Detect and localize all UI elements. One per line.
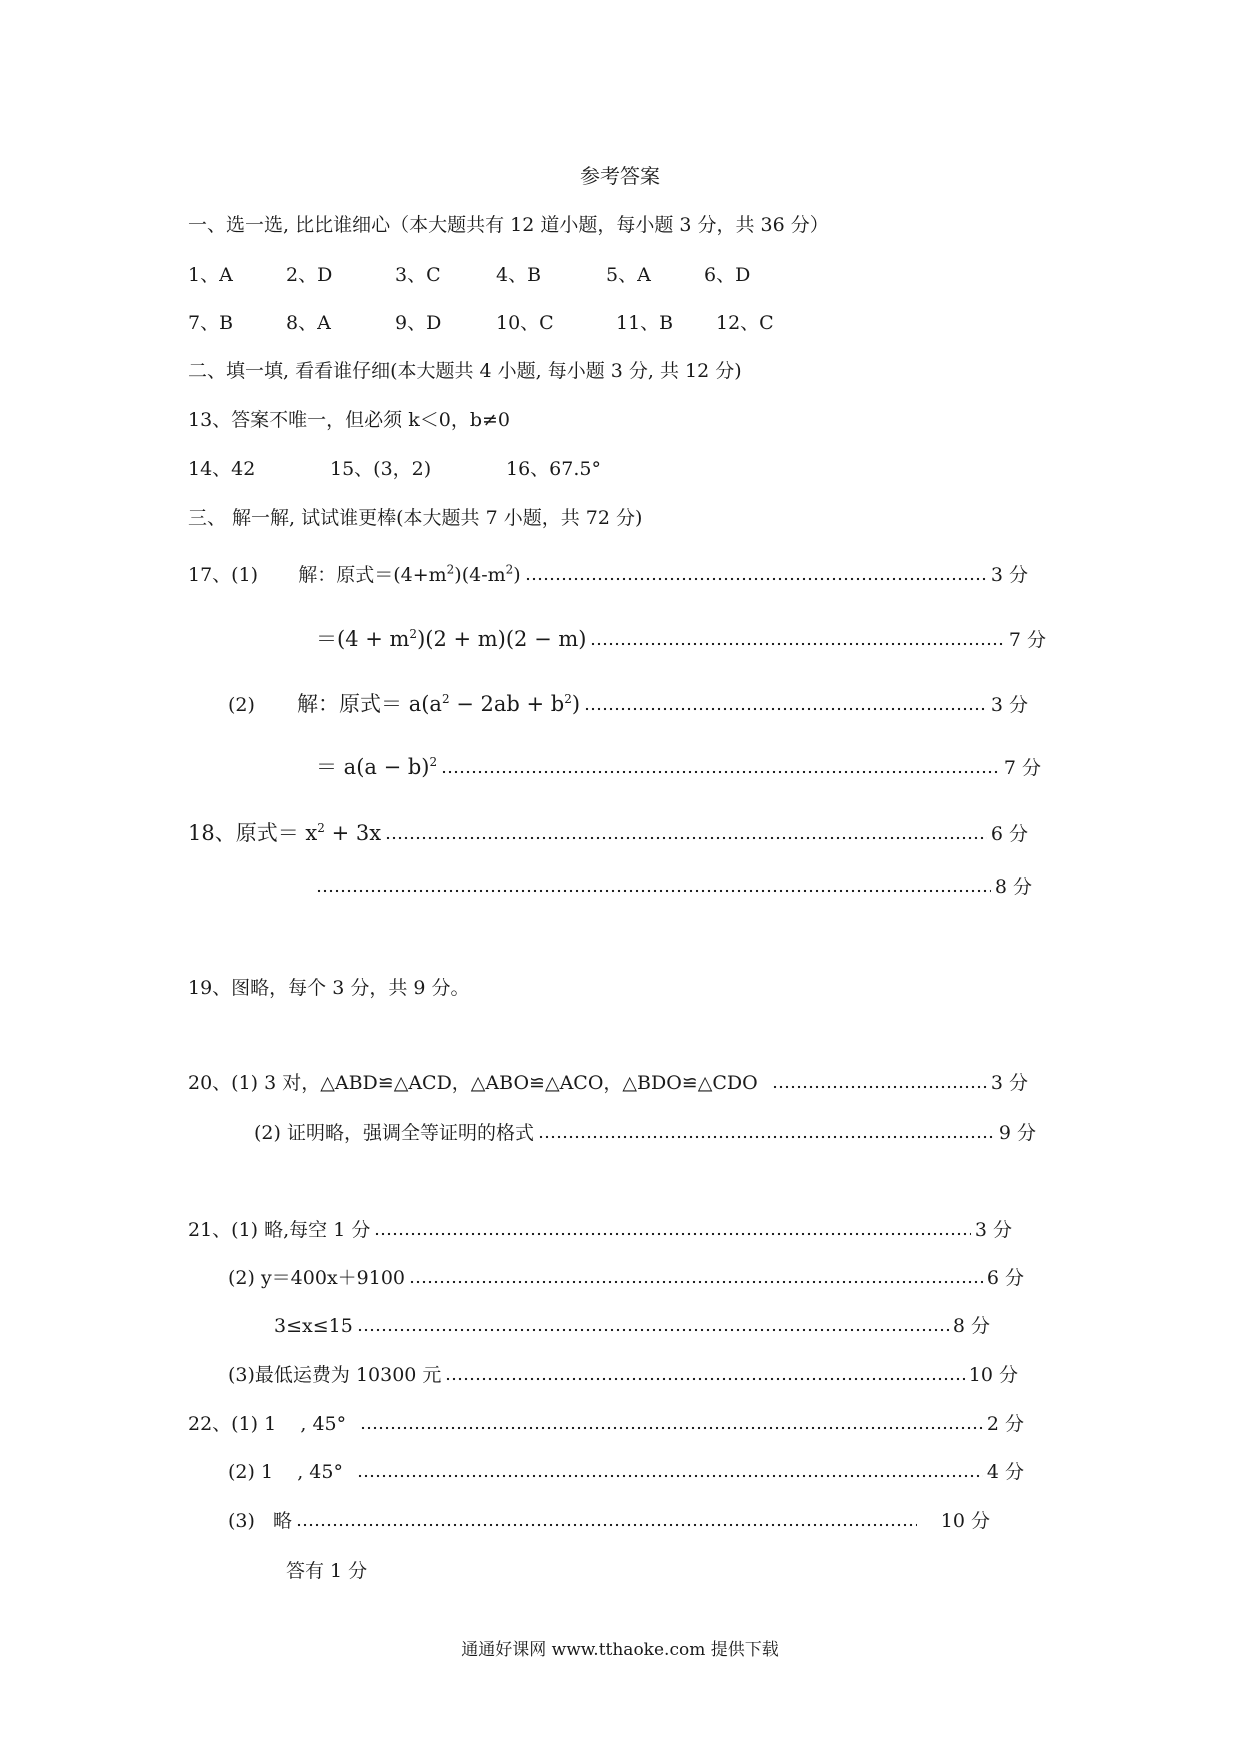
dot-leader (316, 889, 991, 893)
q18-points-2: 8 分 (994, 876, 1032, 898)
dot-leader (374, 1232, 971, 1236)
q21-part2b-points: 8 分 (952, 1315, 990, 1337)
section2-heading: 二、填一填, 看看谁仔细(本大题共 4 小题, 每小题 3 分, 共 12 分) (188, 360, 742, 382)
q22-part3-points: 10 分 (940, 1510, 990, 1532)
answer-13: 13、答案不唯一，但必须 k＜0，b≠0 (188, 409, 510, 431)
q22-part3: (3) 略 10 分 (228, 1510, 990, 1532)
dot-leader (385, 836, 987, 840)
q18-line1: 18、原式＝ $x^2 + 3x$ 6 分 (188, 821, 1028, 845)
dot-leader (409, 1280, 983, 1284)
q17-part2-label: (2) (228, 694, 255, 716)
q20-part1: 20、(1) 3 对，△ABD≌△ACD，△ABO≌△ACO，△BDO≌△CDO 3 分 (188, 1072, 1028, 1094)
q21-part2b: 3≤x≤15 8 分 (274, 1315, 990, 1337)
dot-leader (772, 1085, 987, 1089)
q17-part2-line1: (2) 解：原式＝ $a(a^2 - 2ab + b^2)$ 3 分 (228, 692, 1028, 716)
q22-part2-points: 4 分 (986, 1461, 1024, 1483)
answer-8: 8、A (286, 312, 331, 334)
dot-leader (590, 642, 1004, 646)
answer-7: 7、B (188, 312, 234, 334)
q20-part2: (2) 证明略，强调全等证明的格式 9 分 (254, 1122, 1036, 1144)
answer-6: 6、D (704, 264, 751, 286)
answer-10: 10、C (496, 312, 554, 334)
q22-part1: 22、(1) 1 , 45° 2 分 (188, 1413, 1024, 1435)
answer-12: 12、C (716, 312, 774, 334)
answer-3: 3、C (395, 264, 441, 286)
q21-part2: (2) y＝400x＋9100 6 分 (228, 1267, 1024, 1289)
answer-2: 2、D (286, 264, 333, 286)
q17-part1b-points: 7 分 (1008, 629, 1046, 651)
dot-leader (445, 1377, 964, 1381)
q20-part1-points: 3 分 (990, 1072, 1028, 1094)
q21-part2-points: 6 分 (986, 1267, 1024, 1289)
answer-15: 15、(3，2) (330, 458, 432, 480)
page-footer: 通通好课网 www.tthaoke.com 提供下载 (461, 1640, 779, 1660)
q17-part2b-points: 7 分 (1003, 757, 1041, 779)
answer-11: 11、B (616, 312, 674, 334)
dot-leader (296, 1523, 917, 1527)
q17-part1-line2: $=(4 + m^2)(2 + m)(2 - m)$ 7 分 (316, 627, 1046, 651)
dot-leader (584, 707, 987, 711)
answer-4: 4、B (496, 264, 542, 286)
q20-part2-points: 9 分 (998, 1122, 1036, 1144)
answer-5: 5、A (606, 264, 651, 286)
dot-leader (357, 1328, 949, 1332)
q17-part1-points: 3 分 (990, 564, 1028, 586)
answer-1: 1、A (188, 264, 233, 286)
q18-points-1: 6 分 (990, 823, 1028, 845)
q21-part1-points: 3 分 (974, 1219, 1012, 1241)
q17-part1-line1: 17、(1) 解：原式$=(4+m^2)(4-m^2)$ 3 分 (188, 562, 1028, 586)
page-title: 参考答案 (580, 164, 660, 188)
q21-part3-points: 10 分 (968, 1364, 1018, 1386)
answer-16: 16、67.5° (506, 458, 601, 480)
answer-19: 19、图略，每个 3 分，共 9 分。 (188, 977, 470, 999)
dot-leader (441, 770, 1000, 774)
q17-part1-label: 17、(1) (188, 564, 259, 586)
dot-leader (357, 1474, 983, 1478)
q22-part2: (2) 1 , 45° 4 分 (228, 1461, 1024, 1483)
q22-part1-points: 2 分 (986, 1413, 1024, 1435)
dot-leader (360, 1426, 983, 1430)
q18-line2 (316, 878, 1032, 897)
q17-part2-points: 3 分 (990, 694, 1028, 716)
q22-note: 答有 1 分 (286, 1560, 368, 1582)
section3-heading: 三、 解一解, 试试谁更棒(本大题共 7 小题，共 72 分) (188, 507, 643, 529)
answer-14: 14、42 (188, 458, 256, 480)
section1-heading: 一、选一选, 比比谁细心（本大题共有 12 道小题，每小题 3 分，共 36 分） (188, 214, 829, 236)
dot-leader (538, 1135, 995, 1139)
q21-part1: 21、(1) 略,每空 1 分 3 分 (188, 1219, 1012, 1241)
q21-part3: (3)最低运费为 10300 元 10 分 (228, 1364, 1018, 1386)
dot-leader (525, 577, 987, 581)
answer-9: 9、D (395, 312, 442, 334)
q17-part2-line2: ＝ $a(a - b)^2$ 7 分 (316, 755, 1041, 779)
